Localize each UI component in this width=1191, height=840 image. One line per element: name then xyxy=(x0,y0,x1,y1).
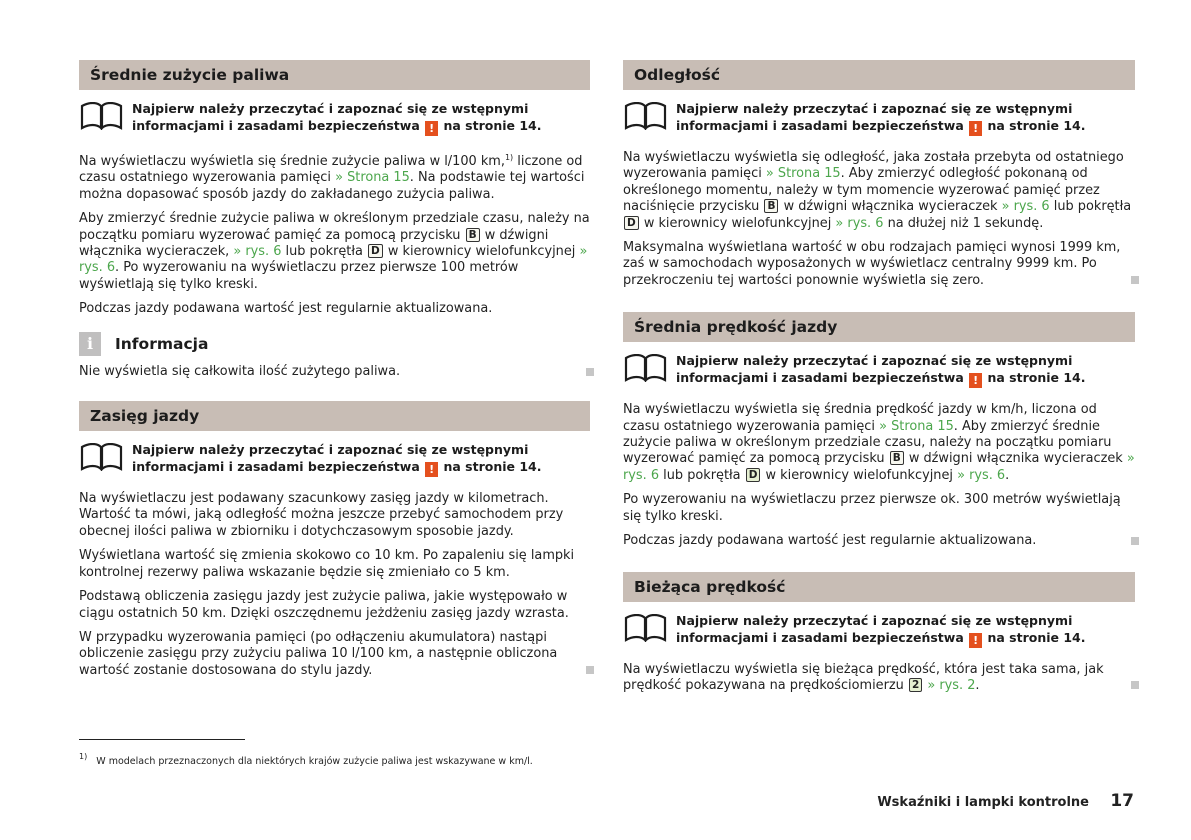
safety-notice-text: Najpierw należy przeczytać i zapoznać się ze wstępnymi informacjami i zasadami bezpieczeństwa ! na stronie 14. xyxy=(132,442,542,477)
paragraph: Wyświetlana wartość się zmienia skokowo co 10 km. Po zapaleniu się lampki kontrolnej rezerwy paliwa wskazanie będzie się zmieniało co 5 km. xyxy=(79,548,575,580)
warning-icon: ! xyxy=(969,373,982,388)
key-b: B xyxy=(764,199,778,213)
safety-notice xyxy=(623,100,1135,136)
footer-title: Wskaźniki i lampki kontrolne xyxy=(877,795,1089,810)
book-icon xyxy=(79,102,124,130)
paragraph: Podczas jazdy podawana wartość jest regularnie aktualizowana. xyxy=(623,533,1135,549)
warning-icon: ! xyxy=(969,121,982,136)
section-heading-range: Zasięg jazdy xyxy=(79,401,590,431)
footnote-mark: 1) xyxy=(79,752,88,761)
link-fig-6[interactable]: » rys. 6 xyxy=(835,215,884,231)
section-heading-current-speed: Bieżąca prędkość xyxy=(623,572,1135,602)
paragraph: Na wyświetlaczu wyświetla się odległość, jaka została przebyta od ostatniego wyzerowania pamięci » Strona 15. Aby zmierzyć odległość pokonaną od określonego momentu, należy w tym momencie wyzerować pamięć przez naciśnięcie przycisku B w dźwigni włącznika wycieraczek » rys. 6 lub pokrętła D w kierownicy wielofunkcyjnej » rys. 6 na dłużej niż 1 sekundę. xyxy=(623,150,1132,231)
info-icon: i xyxy=(79,332,101,356)
link-fig-6[interactable]: » rys. 6 xyxy=(957,467,1006,483)
paragraph: Na wyświetlaczu jest podawany szacunkowy zasięg jazdy w kilometrach. Wartość ta mówi, jaką odległość można jeszcze przebyć samochodem przy obecnej ilości paliwa w zbiorniku i dotychczasowym sposobie jazdy. xyxy=(79,491,564,539)
link-page-15[interactable]: » Strona 15 xyxy=(879,418,954,434)
paragraph: Na wyświetlaczu wyświetla się średnie zużycie paliwa w l/100 km,$^{1)}$ liczone od czasu ostatniego wyzerowania pamięci » Strona 15. Na podstawie tej wartości można dopasować sposób jazdy do zakładanego zużycia paliwa. xyxy=(79,153,585,202)
paragraph: Maksymalna wyświetlana wartość w obu rodzajach pamięci wynosi 1999 km, zaś w samochodach wyposażonych w wyświetlacz centralny 9999 km. Po przekroczeniu tej wartości ponownie wyświetla się zero. xyxy=(623,240,1135,289)
link-fig-6[interactable]: » rys. 6 xyxy=(623,451,1135,483)
key-d: D xyxy=(746,468,761,482)
key-d: D xyxy=(368,244,383,258)
paragraph: W przypadku wyzerowania pamięci (po odłączeniu akumulatora) nastąpi obliczenie zasięgu przy zużyciu paliwa 10 l/100 km, a następnie obliczona wartość zostanie dostosowana do stylu jazdy. xyxy=(79,630,590,679)
end-mark-icon xyxy=(1131,537,1139,545)
info-text: Nie wyświetla się całkowita ilość zużytego paliwa. xyxy=(79,364,590,380)
warning-icon: ! xyxy=(425,462,438,477)
key-d: D xyxy=(624,216,639,230)
paragraph: Na wyświetlaczu wyświetla się średnia prędkość jazdy w km/h, liczona od czasu ostatniego wyzerowania pamięci » Strona 15. Aby zmierzyć średnie zużycie paliwa w określonym przedziale czasu, należy na początku pomiaru wyzerować pamięć za pomocą przycisku B w dźwigni włącznika wycieraczek » rys. 6 lub pokrętła D w kierownicy wielofunkcyjnej » rys. 6. xyxy=(623,402,1135,483)
link-fig-6[interactable]: » rys. 6 xyxy=(79,244,588,276)
paragraph: Podstawą obliczenia zasięgu jazdy jest zużycie paliwa, jakie występowało w ciągu ostatnich 50 km. Dzięki oszczędnemu jeżdżeniu zasięg jazdy wzrasta. xyxy=(79,589,569,621)
section-heading-average-speed: Średnia prędkość jazdy xyxy=(623,312,1135,342)
page-number: 17 xyxy=(1110,791,1134,811)
footnote-divider xyxy=(79,739,245,740)
paragraph: Podczas jazdy podawana wartość jest regularnie aktualizowana. xyxy=(79,301,493,317)
safety-notice xyxy=(623,612,1135,648)
footnote xyxy=(79,752,533,767)
safety-notice-text: Najpierw należy przeczytać i zapoznać się ze wstępnymi informacjami i zasadami bezpieczeństwa ! na stronie 14. xyxy=(132,101,542,135)
link-page-15[interactable]: » Strona 15 xyxy=(765,166,841,182)
safety-notice-text: Najpierw należy przeczytać i zapoznać się ze wstępnymi informacjami i zasadami bezpieczeństwa ! na stronie 14. xyxy=(676,353,1086,388)
end-mark-icon xyxy=(1131,276,1139,284)
info-box xyxy=(79,332,590,357)
link-fig-2[interactable]: » rys. 2 xyxy=(927,677,976,693)
end-mark-icon xyxy=(1131,681,1139,689)
safety-notice-text: Najpierw należy przeczytać i zapoznać się ze wstępnymi informacjami i zasadami bezpieczeństwa ! na stronie 14. xyxy=(676,101,1086,135)
footnote-text: W modelach przeznaczonych dla niektórych krajów zużycie paliwa jest wskazywane w km/l. xyxy=(96,756,533,767)
link-page-15[interactable]: » Strona 15 xyxy=(335,170,410,186)
link-fig-6[interactable]: » rys. 6 xyxy=(1001,199,1050,215)
end-mark-icon xyxy=(586,368,594,376)
paragraph: Na wyświetlaczu wyświetla się bieżąca prędkość, która jest taka sama, jak prędkość pokazywana na prędkościomierzu 2 » rys. 2. xyxy=(623,662,1135,695)
key-b: B xyxy=(466,228,480,242)
section-heading-average-fuel: Średnie zużycie paliwa xyxy=(79,60,590,90)
safety-notice-text: Najpierw należy przeczytać i zapoznać się ze wstępnymi informacjami i zasadami bezpieczeństwa ! na stronie 14. xyxy=(676,612,1086,647)
footnote-ref[interactable]: 1) xyxy=(504,153,514,162)
safety-notice xyxy=(79,100,590,136)
left-column xyxy=(79,60,590,679)
link-fig-6[interactable]: » rys. 6 xyxy=(233,244,282,260)
book-icon xyxy=(623,354,668,382)
paragraph: Po wyzerowaniu na wyświetlaczu przez pierwsze ok. 300 metrów wyświetlają się tylko kreski. xyxy=(623,492,1121,524)
book-icon xyxy=(623,102,668,130)
right-column xyxy=(623,60,1135,694)
book-icon xyxy=(623,614,668,642)
section-heading-distance: Odległość xyxy=(623,60,1135,90)
info-title: Informacja xyxy=(115,335,209,354)
paragraph: Aby zmierzyć średnie zużycie paliwa w określonym przedziale czasu, należy na początku pomiaru wyzerować pamięć za pomocą przycisku B w dźwigni włącznika wycieraczek, » rys. 6 lub pokrętła D w kierownicy wielofunkcyjnej » rys. 6. Po wyzerowaniu na wyświetlaczu przez pierwsze 100 metrów wyświetlają się tylko kreski. xyxy=(79,211,590,292)
book-icon xyxy=(79,443,124,471)
indicator-2: 2 xyxy=(909,678,922,692)
warning-icon: ! xyxy=(969,633,982,648)
end-mark-icon xyxy=(586,666,594,674)
safety-notice xyxy=(623,352,1135,388)
warning-icon: ! xyxy=(425,121,438,136)
safety-notice xyxy=(79,441,590,477)
key-b: B xyxy=(890,451,904,465)
